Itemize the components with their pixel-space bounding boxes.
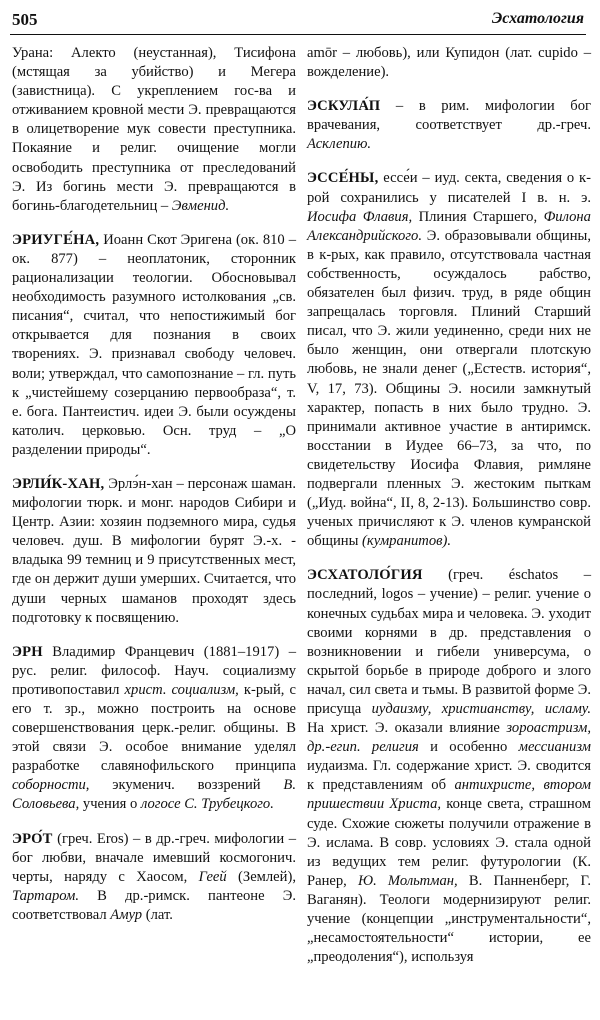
entry-text: к-рый, с его т. зр., можно построить на основе совершенствования церк.-религ. общины. В этой связи Э. особое внимание уделял разработке славянофильского принципа (12, 681, 296, 775)
entry-text: Плиния Старшего, (412, 208, 544, 225)
right-column (307, 44, 591, 982)
running-head: Эсхатология (491, 10, 584, 27)
entry-text: Амур (110, 906, 143, 923)
entry-text: Эрлэ́н-хан – персонаж шаман. мифологии тюрк. и монг. народов Сибири и Центр. Азии: хозяин подземного мира, судья человеч. душ. В мифологии бурят Э.-х. - владыка 99 темниц и 9 присутственных мест, где он держит души умерших. Считается, что души черных шаманов проходят здесь подготовку к посвящению. (12, 475, 296, 626)
entry-text: В. Соловьева, (12, 777, 296, 813)
dictionary-entry-ern (12, 643, 296, 815)
dictionary-entry-erinii-cont (12, 44, 296, 216)
entry-text: Геей (198, 868, 227, 885)
entry-text: На христ. Э. оказали влияние (307, 720, 507, 737)
entry-text: логосе С. Трубецкого. (140, 796, 274, 813)
entry-text: (Землей), (226, 868, 296, 885)
entry-headword: ЭРН (12, 643, 43, 660)
dictionary-entry-eriugena (12, 231, 296, 460)
entry-text: В. Панненберг, Г. Ваганян). Теологи модернизируют религ. учение (концепции „инструментальности“, „несамостоятельности“ истории, ее „преодоления“), используя (307, 872, 591, 966)
entry-text: (греч. Eros) – в др.-греч. мифологии – бог любви, вначале имевший космогонич. черты, наряду с Хаосом, (12, 830, 296, 885)
page-header (10, 8, 586, 35)
entry-text: экуменич. воззрений (89, 777, 284, 794)
entry-text: Асклепию. (307, 136, 372, 153)
entry-text: Э. образовывали общины, в к-рых, как правило, отсутствовала частная собственность, осуждалось рабство, обязателен был физич. труд, в ряде общин запрещалась торговля. Плиний Старший писал, что Э. жили уединенно, среди них не было женщин, они отвергали плотскую любовь, не знали денег („Естеств. история“, V, 17, 73). Общины Э. носили замкнутый характер, попасть в них было трудно. Э. принимали активное участие в антиримск. восстании в Иудее 66–73, за что, по свидетельству Иосифа Флавия, римляне подвергали пленных Э. жестоким пыткам („Иуд. война“, II, 8, 2-13). Большинство совр. ученых причисляют к Э. членов кумранской общины (307, 227, 591, 550)
left-column (12, 44, 296, 940)
entry-headword: ЭСКУЛА́П (307, 98, 381, 115)
entry-text: Иоанн Скот Эригена (ок. 810 – ок. 877) – неоплатоник, сторонник рационализации теологии. Обосновывал необходимость разумного истолкования „св. писания“, считал, что непостижимый бог открывается для познания в своих творениях. Э. признавал свободу человеч. воли; утверждал, что самопознание – гл. путь к „чистейшему созерцанию первообраза“, т. е. бога. Пантеистич. идеи Э. были осуждены католич. церковью. Осн. труд – „О разделении природы“. (12, 231, 296, 458)
entry-text: (кумранитов). (362, 533, 451, 550)
entry-text: amōr – любовь), или Купидон (лат. cupido – вожделение). (307, 45, 591, 81)
entry-text: Тартаром. (12, 887, 80, 904)
dictionary-entry-eskulap (307, 97, 591, 154)
entry-text: зороастризм, др.-егип. религия (307, 720, 591, 756)
entry-headword: ЭРЛИ́К-ХАН, (12, 475, 105, 492)
entry-text: В др.-римск. пантеоне Э. соответствовал (12, 887, 296, 923)
entry-text: Владимир Францевич (1881–1917) – рус. религ. философ. Науч. социализму противопоставил (12, 643, 296, 698)
entry-text: и особенно (418, 739, 519, 756)
entry-text: (лат. (142, 906, 173, 923)
entry-headword: ЭРИУГЕ́НА, (12, 231, 100, 248)
entry-text: Иосифа Флавия, (307, 208, 413, 225)
entry-text: мессианизм (518, 739, 591, 756)
entry-text: антихристе, втором пришествии Христа, (307, 777, 591, 813)
page-number: 505 (12, 10, 38, 29)
entry-text: Филона Александрийского. (307, 208, 591, 244)
entry-text: ессе́и – иуд. секта, сведения о к-рой сохранились у писателей I в. н. э. (307, 170, 591, 206)
entry-text: христ. социализм, (124, 681, 239, 698)
entry-text: (греч. ésсhatos – последний, logos – учение) – религ. учение о конечных судьбах мира и человека. Э. уходит своими корнями в др. представления о возникновении и гибели универсума, о скрытой борьбе в природе доброго и злого начал, сил света и тьмы. В развитой форме Э. присуща (307, 567, 591, 717)
dictionary-entry-esseny (307, 169, 591, 551)
entry-text: Эвменид. (171, 197, 230, 214)
dictionary-entry-erot-cont (307, 44, 591, 82)
entry-text: – в рим. мифологии бог врачевания, соответствует др.-греч. (307, 98, 591, 134)
entry-headword: ЭССЕ́НЫ, (307, 170, 379, 187)
dictionary-entry-eskhatologiya (307, 566, 591, 967)
entry-text: соборности, (12, 777, 90, 794)
dictionary-entry-erlik-khan (12, 475, 296, 628)
entry-headword: ЭРО́Т (12, 830, 53, 847)
dictionary-entry-erot (12, 830, 296, 925)
entry-text: конце света, страшном суде. Схожие сюжеты получили отражение в Э. ислама. В совр. условиях Э. стала одной из ведущих тем религ. футурологии (К. Ранер, (307, 796, 591, 889)
entry-headword: ЭСХАТОЛО́ГИЯ (307, 567, 423, 584)
entry-text: учения о (79, 796, 141, 813)
entry-text: Урана: Алекто (неустанная), Тисифона (мстящая за убийство) и Мегера (завистница). С укреплением гос-ва и отживанием кровной мести Э. превращаются в олицетворение мук совести преступника. Покаяние и религ. очищение могли освободить преступника от преследований Э. Из богинь мести Э. превращаются в богинь-благодетельниц – (12, 45, 296, 214)
entry-text: иудаизму, христианству, исламу. (371, 701, 591, 717)
entry-text: иудаизма. Гл. содержание христ. Э. сводится к представлениям об (307, 758, 591, 794)
entry-text: Ю. Мольтман, (358, 872, 458, 889)
